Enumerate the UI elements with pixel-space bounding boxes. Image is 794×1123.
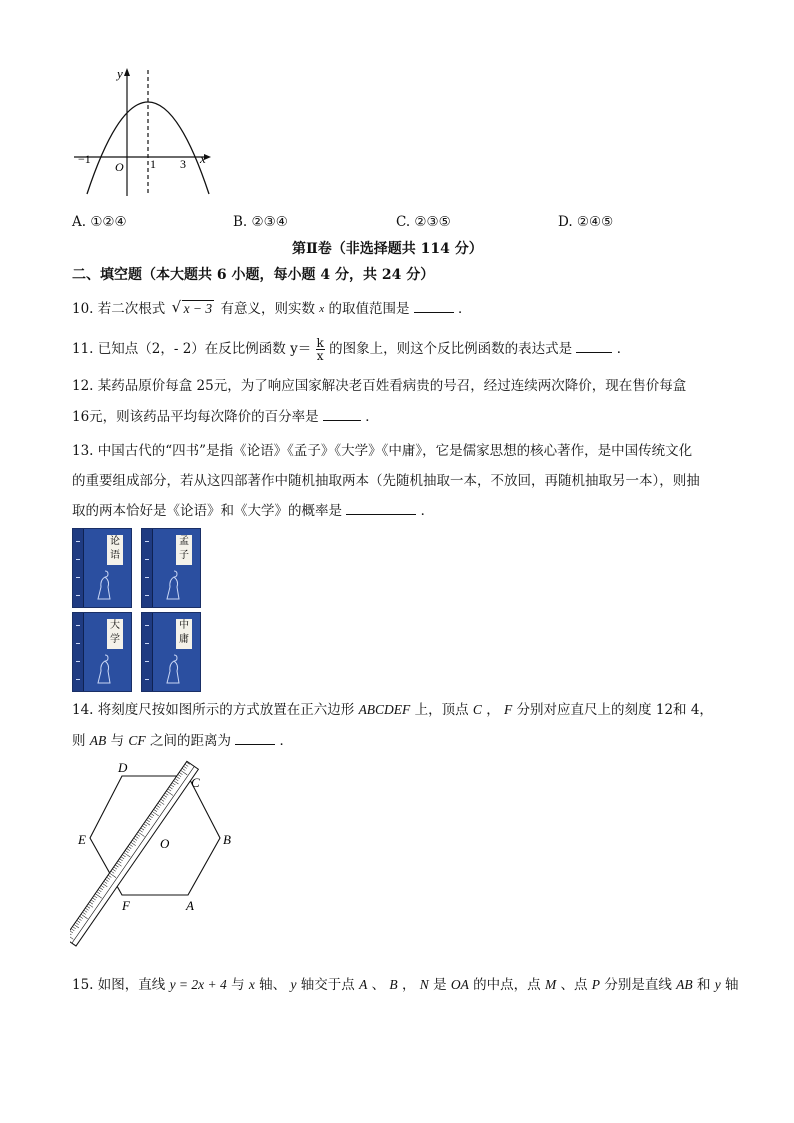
- sqrt-expression: √ x − 3: [171, 298, 213, 316]
- book-lunyu: 论 语: [72, 528, 132, 608]
- option-b: B. ②③④: [233, 214, 288, 230]
- label-f: F: [122, 898, 130, 913]
- hexagon-ruler-diagram: [70, 760, 250, 960]
- answer-blank-10[interactable]: [414, 298, 454, 313]
- question-15: 15. 如图，直线 y = 2x + 4 与 x 轴、 y 轴交于点 A 、 B ， N 是 OA 的中点，点 M 、点 P 分别是直线 AB 和 y 轴: [72, 977, 739, 993]
- option-d: D. ②④⑤: [558, 214, 614, 230]
- book-zhongyong: 中 庸: [141, 612, 201, 692]
- scholar-figure-icon: [164, 569, 184, 601]
- label-b: B: [223, 832, 231, 847]
- label-o: O: [160, 836, 170, 851]
- fraction-k-over-x: $\frac{k}{x}$: [316, 336, 324, 363]
- label-a: A: [186, 898, 194, 913]
- y-axis-arrow: [124, 68, 130, 76]
- x-axis-label: x: [200, 151, 206, 166]
- label-d: D: [118, 760, 128, 775]
- part2-heading: 二、填空题（本大题共 6 小题，每小题 4 分，共 24 分）: [72, 267, 435, 283]
- question-13-line1: 13. 中国古代的“四书”是指《论语》《孟子》《大学》《中庸》，它是儒家思想的核心著作，是中国传统文化: [72, 443, 693, 459]
- origin-label: O: [115, 160, 124, 174]
- question-10: 10. 若二次根式 √ x − 3 有意义，则实数 $^x$ 的取值范围是 ．: [72, 296, 472, 322]
- scholar-figure-icon: [95, 569, 115, 601]
- question-14-line2: 则 AB 与 CF 之间的距离为 ．: [72, 728, 293, 754]
- y-axis-label: y: [117, 66, 123, 81]
- option-c: C. ②③⑤: [396, 214, 451, 230]
- question-13-line2: 的重要组成部分，若从这四部著作中随机抽取两本（先随机抽取一本，不放回，再随机抽取另一本），则抽: [72, 473, 700, 489]
- answer-blank-12[interactable]: [323, 406, 361, 421]
- label-e: E: [78, 832, 86, 847]
- question-12-line1: 12. 某药品原价每盒 25元，为了响应国家解决老百姓看病贵的号召，经过连续两次降价，现在售价每盒: [72, 378, 687, 394]
- scholar-figure-icon: [164, 653, 184, 685]
- tick-1: 1: [150, 157, 156, 171]
- answer-blank-13[interactable]: [346, 500, 416, 515]
- book-mengzi: 孟 子: [141, 528, 201, 608]
- label-c: C: [191, 775, 200, 790]
- tick-neg1: −1: [78, 152, 91, 166]
- question-13-line3: 取的两本恰好是《论语》和《大学》的概率是 ．: [72, 498, 434, 524]
- answer-blank-11[interactable]: [576, 338, 612, 353]
- book-daxue: 大 学: [72, 612, 132, 692]
- question-14-line1: 14. 将刻度尺按如图所示的方式放置在正六边形 ABCDEF 上，顶点 C ， F 分别对应直尺上的刻度 12和 4，: [72, 702, 713, 718]
- section-title: 第Ⅱ卷（非选择题共 114 分）: [292, 241, 483, 257]
- parabola-graph: [70, 62, 220, 198]
- scholar-figure-icon: [95, 653, 115, 685]
- option-a: A. ①②④: [72, 214, 127, 230]
- tick-3: 3: [180, 157, 186, 171]
- question-11: 11. 已知点（2，- 2）在反比例函数 y＝ $\frac{k}{x}$ 的图象上，则这个反比例函数的表达式是 ．: [72, 336, 631, 363]
- answer-blank-14[interactable]: [235, 730, 275, 745]
- ruler: [70, 761, 198, 946]
- question-12-line2: 16元，则该药品平均每次降价的百分率是 ．: [72, 404, 379, 430]
